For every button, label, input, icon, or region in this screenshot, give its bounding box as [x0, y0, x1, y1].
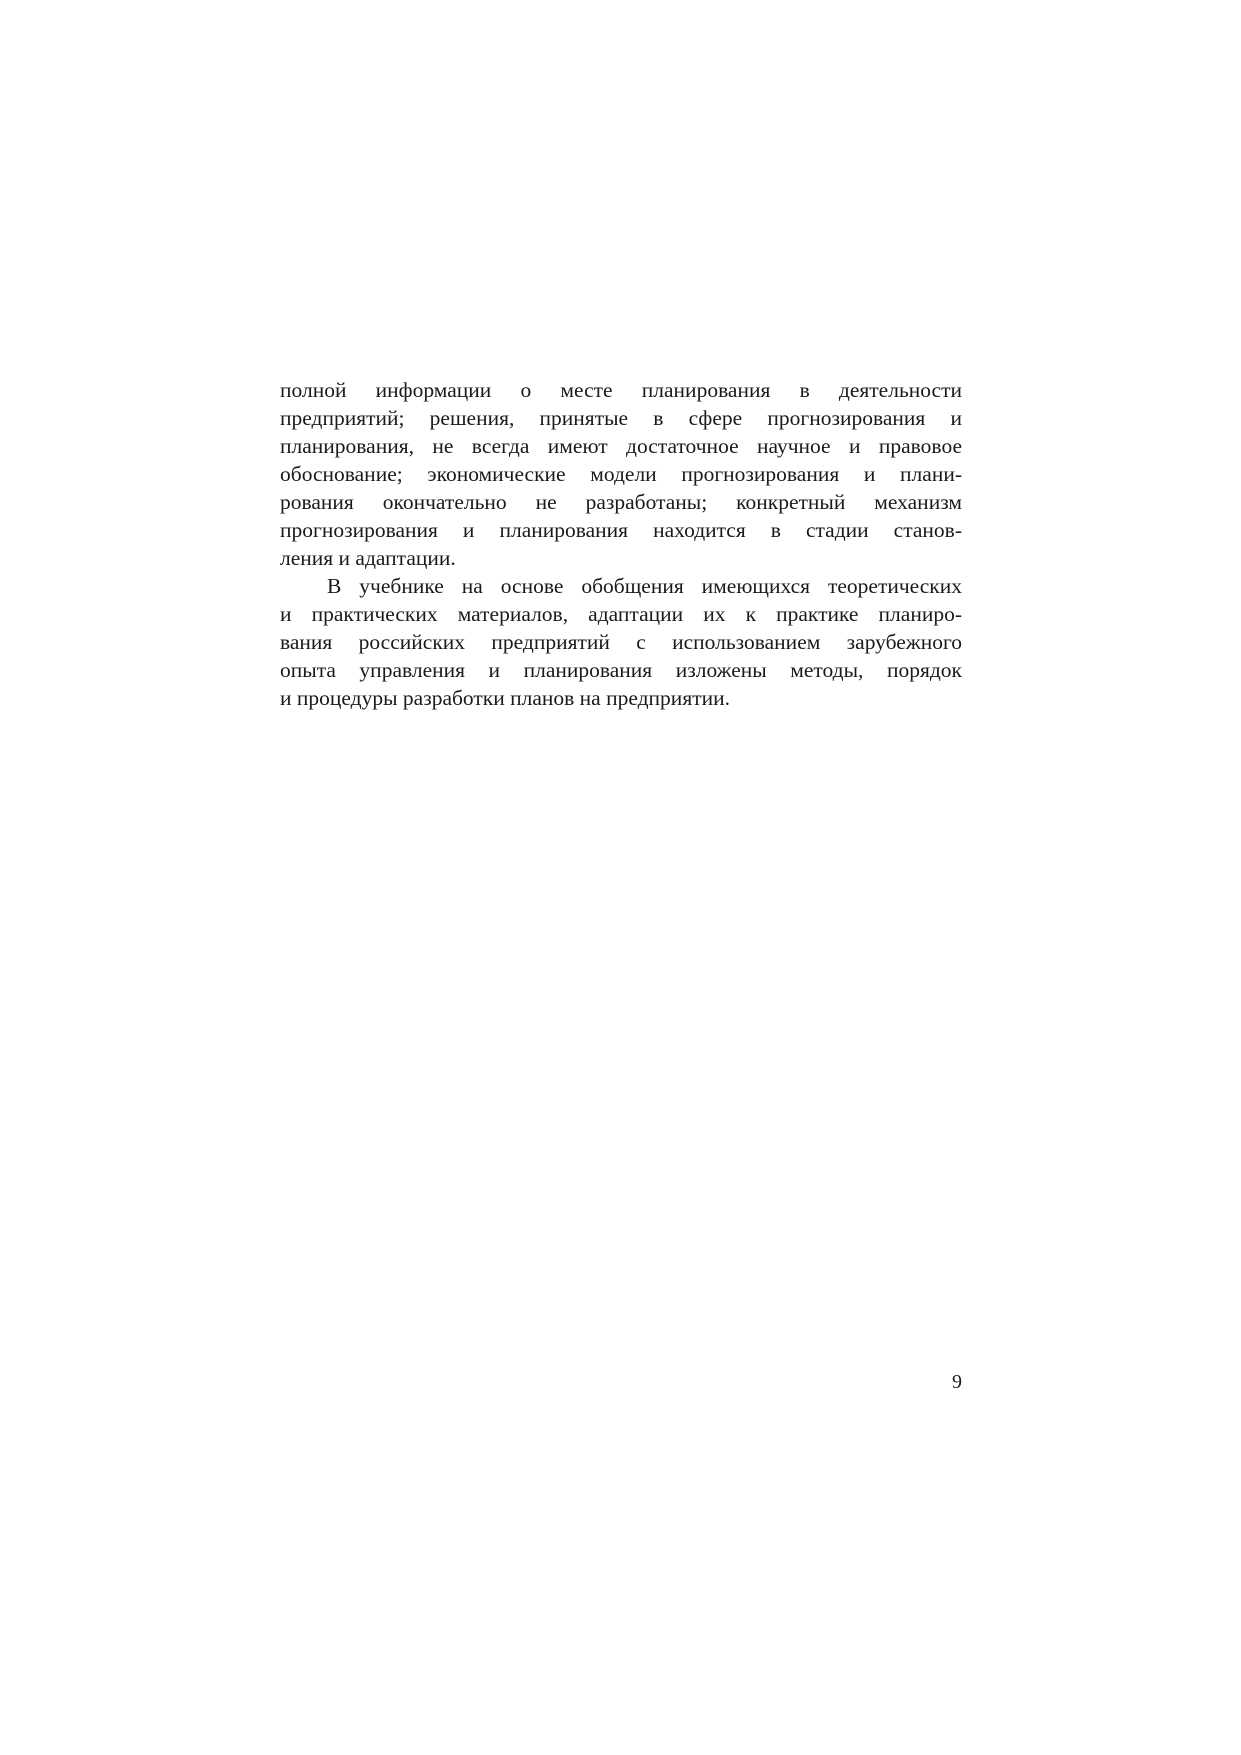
- text-line: и практических материалов, адаптации их к практике планиро-: [280, 602, 962, 626]
- text-line: планирования, не всегда имеют достаточное научное и правовое: [280, 434, 962, 458]
- text-line: предприятий; решения, принятые в сфере прогнозирования и: [280, 406, 962, 430]
- paragraph-textbook-summary: [280, 572, 962, 712]
- body-text: [280, 376, 962, 712]
- text-line: обоснование; экономические модели прогнозирования и плани-: [280, 462, 962, 486]
- text-line: рования окончательно не разработаны; конкретный механизм: [280, 490, 962, 514]
- text-line: ления и адаптации.: [280, 546, 456, 570]
- text-line: опыта управления и планирования изложены методы, порядок: [280, 658, 962, 682]
- text-line: В учебнике на основе обобщения имеющихся теоретических: [327, 574, 962, 598]
- page-number: 9: [952, 1371, 962, 1393]
- text-line: вания российских предприятий с использованием зарубежного: [280, 630, 962, 654]
- paragraph-continuation: [280, 376, 962, 572]
- text-line: полной информации о месте планирования в деятельности: [280, 378, 962, 402]
- text-line: прогнозирования и планирования находится в стадии станов-: [280, 518, 962, 542]
- text-line: и процедуры разработки планов на предприятии.: [280, 686, 730, 710]
